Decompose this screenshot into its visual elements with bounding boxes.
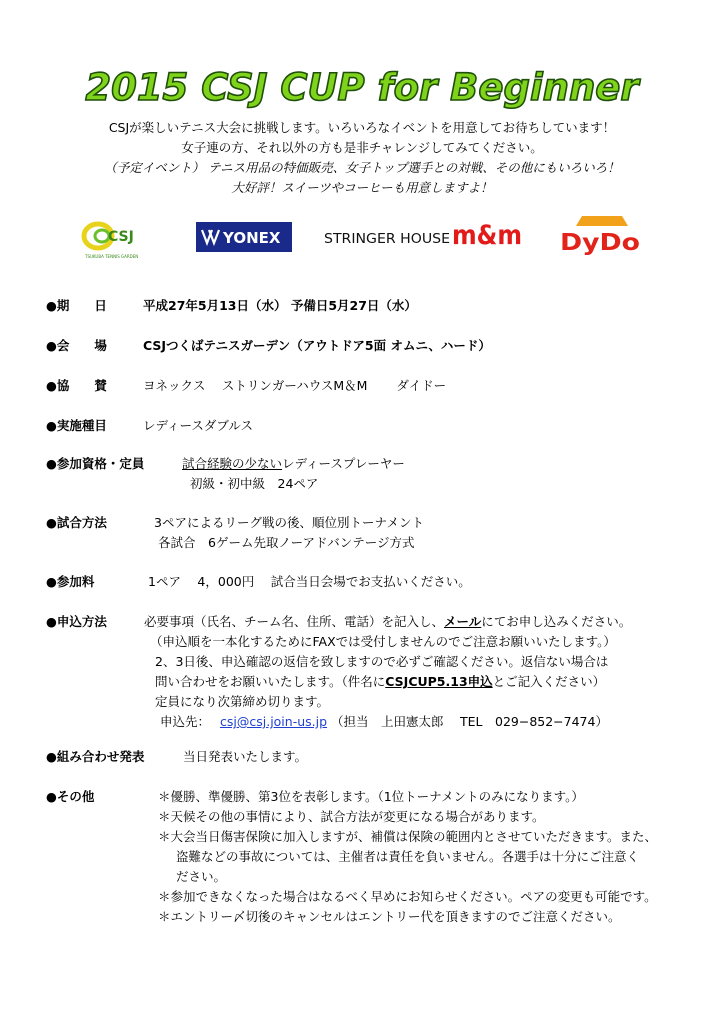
yonex-logo-text: YONEX [223,229,281,247]
section-label: ●その他 [46,789,95,804]
stringer-house-logo [324,226,454,252]
apply-line: （申込順を一本化するためにFAXでは受付しませんのでご注意お願いいたします。） [150,634,616,649]
fee-value: 1ペア 4，000円 試合当日会場でお支払いください。 [148,574,471,589]
mm-logo [452,218,524,254]
sponsor-value: ヨネックス ストリンガーハウスM＆M ダイドー [143,378,447,393]
section-label: ●参加料 [46,574,95,589]
contact-info: （担当 上田憲太郎 TEL 029−852−7474） [331,714,608,729]
section-label: ●期 日 [46,298,107,313]
date-value: 平成27年5月13日（水） 予備日5月27日（水） [143,298,417,313]
yonex-logo [196,222,292,252]
intro-line-italic: （予定イベント） テニス用品の特価販売、女子トップ選手との対戦、その他にもいろいろ！ [104,160,620,175]
intro-line: CSJが楽しいテニス大会に挑戦します。いろいろなイベントを用意してお待ちしています！ [108,120,616,135]
section-label: ●会 場 [46,338,107,353]
other-item-continued: 盗難などの事故については、主催者は責任を負いません。各選手は十分にご注意く [176,849,640,864]
other-item: ＊優勝、準優勝、第3位を表彰します。（1位トーナメントのみになります。） [158,789,584,804]
apply-subject: CSJCUP5.13申込 [385,674,493,689]
other-item: ＊エントリー〆切後のキャンセルはエントリー代を頂きますのでご注意ください。 [158,909,621,924]
format-value: 3ペアによるリーグ戦の後、順位別トーナメント [154,515,424,530]
mm-logo-text: m&m [452,220,522,251]
apply-email-emphasis: メール [444,614,482,629]
title-text: 2015 CSJ CUP for Beginner [85,66,639,109]
apply-contact-line [160,712,608,730]
eligibility-value: レディースプレーヤー [282,456,405,471]
apply-line: 2、3日後、申込確認の返信を致しますので必ずご確認ください。返信ない場合は [155,654,609,669]
format-value-2: 各試合 6ゲーム先取ノーアドバンテージ方式 [158,535,415,550]
apply-line [155,672,605,690]
section-label: ●組み合わせ発表 [46,749,145,764]
other-item-continued: ださい。 [176,869,227,884]
sponsor-logos [0,214,724,264]
other-item: ＊参加できなくなった場合はなるべく早めにお知らせください。ペアの変更も可能です。 [158,889,657,904]
csj-logo [80,216,160,262]
intro-line-italic: 大好評！スイーツやコーヒーも用意しますよ！ [231,180,493,195]
csj-logo-subtext: TSUKUBA TENNIS GARDEN [85,254,139,259]
section-label: ●試合方法 [46,515,107,530]
apply-line: 必要事項（氏名、チーム名、住所、電話）を記入し、 [144,614,445,629]
apply-line-part: 問い合わせをお願いいたします。（件名に [155,674,386,689]
apply-line: にてお申し込みください。 [481,614,632,629]
apply-line: 定員になり次第締め切ります。 [155,694,330,709]
section-label: ●参加資格・定員 [46,456,145,471]
intro [0,118,724,198]
dydo-logo [558,214,644,258]
section-label: ●実施種目 [46,418,107,433]
intro-line: 女子連の方、それ以外の方も是非チャレンジしてみてください。 [181,140,543,155]
dydo-logo-text: DyDo [560,230,640,256]
draw-value: 当日発表いたします。 [183,749,308,764]
other-item: ＊大会当日傷害保険に加入しますが、補償は保険の範囲内とさせていただきます。また、 [158,829,658,844]
title-graphic [82,60,642,110]
email-link[interactable]: csj@csj.join-us.jp [220,714,328,729]
csj-logo-text: CSJ [108,229,134,245]
section-label: ●申込方法 [46,614,107,629]
event-value: レディースダブルス [143,418,254,433]
eligibility-underlined: 試合経験の少ない [182,456,283,471]
venue-value: CSJつくばテニスガーデン（アウトドア5面 オムニ、ハード） [143,338,491,353]
apply-to-label: 申込先： [160,714,211,729]
other-item: ＊天候その他の事情により、試合方法が変更になる場合があります。 [158,809,545,824]
section-label: ●協 賛 [46,378,107,393]
eligibility-value-2: 初級・初中級 24ペア [190,476,319,491]
apply-line-part: とご記入ください） [492,674,606,689]
page-title [0,60,724,110]
stringer-house-text: STRINGER HOUSE [324,231,450,247]
